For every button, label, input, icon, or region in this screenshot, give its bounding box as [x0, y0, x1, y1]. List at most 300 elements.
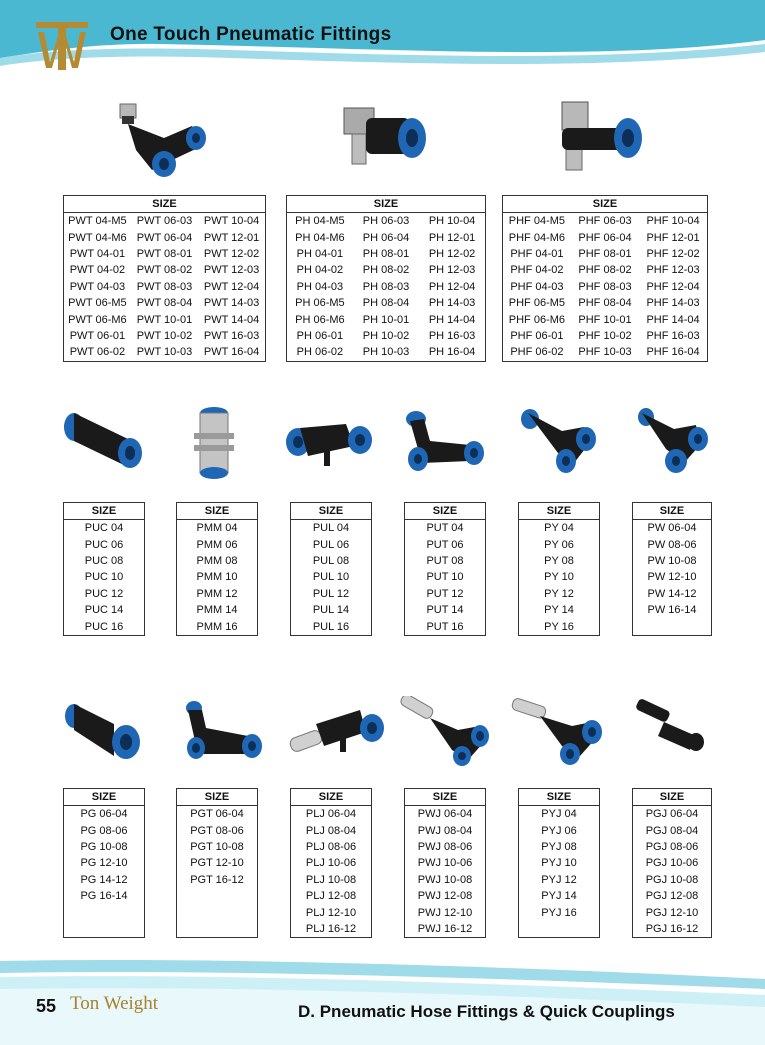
table-row	[64, 229, 266, 245]
table-body	[291, 806, 372, 938]
table-row	[287, 311, 486, 327]
table-row	[177, 520, 258, 537]
table-cell: PGJ 12-08	[645, 890, 699, 903]
table-row	[519, 822, 600, 838]
table-row	[291, 553, 372, 569]
table-row	[177, 569, 258, 585]
table-cell: PWT 10-03	[136, 346, 193, 359]
table-row	[64, 888, 145, 904]
size-table-pwj	[404, 788, 486, 938]
table-row	[291, 921, 372, 938]
table-cell: PHF 10-01	[578, 313, 632, 326]
table-cell: PHF 14-03	[646, 297, 700, 310]
table-cell: PY 10	[544, 571, 574, 584]
table-cell: PMM 12	[196, 587, 238, 600]
table-row	[291, 569, 372, 585]
table-row	[519, 872, 600, 888]
table-cell: PH 14-04	[428, 313, 476, 326]
size-header: SIZE	[633, 789, 712, 806]
table-row	[291, 536, 372, 552]
table-cell: PH 06-03	[362, 215, 410, 228]
table-cell: PGJ 12-10	[645, 906, 699, 919]
page-number: 55	[36, 996, 57, 1016]
table-row	[405, 536, 486, 552]
table-body	[291, 520, 372, 636]
table-row	[177, 536, 258, 552]
size-table-pmm	[176, 502, 258, 636]
table-cell: PGT 10-08	[190, 840, 244, 853]
table-row	[519, 553, 600, 569]
table-row	[503, 262, 708, 278]
table-row	[177, 904, 258, 920]
table-cell: PG 06-04	[80, 808, 128, 821]
table-cell: PH 10-02	[362, 329, 410, 342]
table-cell: PHF 12-01	[646, 231, 700, 244]
table-cell: PHF 12-03	[646, 264, 700, 277]
table-cell: PH 08-01	[362, 247, 410, 260]
table-row	[503, 328, 708, 344]
table-body	[64, 806, 145, 938]
pgj-fitting-icon	[634, 698, 708, 754]
table-cell: PHF 06-M6	[508, 313, 566, 326]
table-cell: PUT 06	[426, 538, 464, 551]
table-cell: PH 08-03	[362, 280, 410, 293]
table-row	[633, 921, 712, 938]
table-row	[64, 328, 266, 344]
phf-fitting-icon	[552, 100, 650, 176]
table-row	[64, 311, 266, 327]
table-cell: PW 06-04	[647, 522, 697, 535]
size-header: SIZE	[64, 196, 266, 213]
table-cell: PLJ 10-06	[305, 857, 357, 870]
table-cell: PHF 04-M6	[508, 231, 566, 244]
table-row	[519, 569, 600, 585]
table-body	[519, 520, 600, 636]
table-cell: PW 16-14	[647, 604, 697, 617]
table-row	[519, 520, 600, 537]
py-fitting-icon	[518, 405, 600, 475]
table-row	[64, 213, 266, 230]
table-row	[519, 904, 600, 920]
table-cell: PWT 08-04	[136, 297, 193, 310]
table-cell: PWT 06-M6	[68, 313, 127, 326]
table-cell: PHF 10-02	[578, 329, 632, 342]
pyj-fitting-icon	[510, 696, 604, 766]
table-row	[64, 618, 145, 635]
table-cell: PH 08-02	[362, 264, 410, 277]
size-header: SIZE	[405, 789, 486, 806]
table-cell: PLJ 16-12	[305, 922, 357, 935]
table-cell: PWT 12-02	[203, 247, 260, 260]
table-row	[64, 295, 266, 311]
table-cell: PY 04	[544, 522, 574, 535]
table-cell: PWT 04-M6	[68, 231, 127, 244]
pgt-fitting-icon	[180, 698, 264, 766]
table-row	[503, 311, 708, 327]
table-cell: PWJ 08-04	[417, 824, 473, 837]
table-row	[177, 888, 258, 904]
table-cell: PH 06-M6	[295, 313, 345, 326]
table-body	[633, 520, 712, 636]
table-cell: PH 04-03	[296, 280, 344, 293]
table-cell: PY 16	[544, 620, 574, 633]
table-cell: PH 12-04	[428, 280, 476, 293]
table-cell: PHF 06-04	[578, 231, 632, 244]
table-cell: PGT 12-10	[190, 857, 244, 870]
table-row	[519, 536, 600, 552]
table-cell	[177, 888, 258, 904]
table-cell: PHF 10-03	[578, 346, 632, 359]
size-header: SIZE	[291, 503, 372, 520]
table-body	[177, 520, 258, 636]
table-row	[64, 262, 266, 278]
table-cell: PGT 08-06	[190, 824, 244, 837]
table-row	[519, 839, 600, 855]
table-row	[405, 569, 486, 585]
table-cell: PHF 10-04	[646, 215, 700, 228]
table-row	[519, 806, 600, 823]
table-cell: PLJ 08-06	[305, 840, 357, 853]
table-cell: PUT 12	[426, 587, 464, 600]
table-row	[519, 888, 600, 904]
put-fitting-icon	[400, 405, 490, 475]
table-cell: PWT 10-01	[136, 313, 193, 326]
size-header: SIZE	[177, 503, 258, 520]
table-row	[503, 229, 708, 245]
table-cell: PW 12-10	[647, 571, 697, 584]
table-row	[64, 855, 145, 871]
table-cell: PG 16-14	[80, 890, 128, 903]
table-body	[503, 213, 708, 362]
table-cell: PMM 04	[196, 522, 238, 535]
table-cell: PHF 06-02	[510, 346, 564, 359]
table-cell: PH 04-M5	[295, 215, 345, 228]
table-cell: PWJ 06-04	[417, 808, 473, 821]
table-cell: PMM 16	[196, 620, 238, 633]
table-cell: PHF 04-M5	[508, 215, 566, 228]
table-row	[291, 904, 372, 920]
table-cell: PY 12	[544, 587, 574, 600]
table-cell: PH 16-03	[428, 329, 476, 342]
table-row	[519, 618, 600, 635]
table-cell: PYJ 04	[541, 808, 577, 821]
table-cell: PUL 14	[312, 604, 350, 617]
size-header: SIZE	[177, 789, 258, 806]
table-row	[64, 520, 145, 537]
table-row	[287, 295, 486, 311]
table-cell: PHF 04-01	[510, 247, 564, 260]
table-cell: PUL 06	[312, 538, 350, 551]
table-cell: PMM 14	[196, 604, 238, 617]
table-row	[633, 602, 712, 618]
table-row	[177, 553, 258, 569]
table-cell: PLJ 06-04	[305, 808, 357, 821]
table-row	[503, 295, 708, 311]
table-cell: PHF 08-03	[578, 280, 632, 293]
table-row	[405, 822, 486, 838]
size-header: SIZE	[64, 503, 145, 520]
table-row	[503, 246, 708, 262]
table-cell: PWT 04-M5	[68, 215, 127, 228]
table-cell: PWT 08-03	[136, 280, 193, 293]
table-row	[287, 262, 486, 278]
table-row	[64, 344, 266, 361]
table-row	[287, 279, 486, 295]
table-cell: PHF 06-M5	[508, 297, 566, 310]
table-cell: PWT 12-04	[203, 280, 260, 293]
table-cell: PH 16-04	[428, 346, 476, 359]
table-cell: PH 14-03	[428, 297, 476, 310]
table-cell: PUC 14	[84, 604, 124, 617]
table-row	[64, 246, 266, 262]
table-cell: PLJ 10-08	[305, 873, 357, 886]
table-cell: PW 14-12	[647, 587, 697, 600]
table-row	[291, 602, 372, 618]
table-row	[503, 279, 708, 295]
table-row	[177, 586, 258, 602]
table-row	[405, 855, 486, 871]
table-cell: PH 10-03	[362, 346, 410, 359]
table-cell: PMM 06	[196, 538, 238, 551]
table-cell: PUT 14	[426, 604, 464, 617]
table-cell: PWT 10-04	[203, 215, 260, 228]
table-row	[633, 872, 712, 888]
table-cell: PH 04-M6	[295, 231, 345, 244]
table-row	[405, 872, 486, 888]
table-cell	[633, 618, 712, 635]
table-cell: PWJ 10-08	[417, 873, 473, 886]
table-row	[64, 839, 145, 855]
table-row	[405, 520, 486, 537]
table-cell: PWT 04-03	[69, 280, 126, 293]
table-cell: PH 06-M5	[295, 297, 345, 310]
table-row	[291, 618, 372, 635]
table-cell: PUC 16	[84, 620, 124, 633]
table-row	[177, 602, 258, 618]
table-cell: PGJ 06-04	[645, 808, 699, 821]
table-cell: PWT 06-04	[136, 231, 193, 244]
table-cell: PG 08-06	[80, 824, 128, 837]
table-body	[405, 520, 486, 636]
table-row	[291, 806, 372, 823]
table-cell: PUC 10	[84, 571, 124, 584]
table-row	[503, 344, 708, 361]
table-row	[291, 888, 372, 904]
pw-fitting-icon	[632, 405, 714, 475]
table-cell: PWT 06-03	[136, 215, 193, 228]
size-table-pgt	[176, 788, 258, 938]
pwj-fitting-icon	[396, 696, 490, 766]
table-row	[64, 904, 145, 920]
table-cell: PWT 08-02	[136, 264, 193, 277]
size-table-puc	[63, 502, 145, 636]
table-cell: PWT 16-03	[203, 329, 260, 342]
table-cell: PH 06-02	[296, 346, 344, 359]
table-cell: PYJ 08	[541, 840, 577, 853]
table-body	[64, 520, 145, 636]
table-body	[633, 806, 712, 938]
table-cell: PWT 06-01	[69, 329, 126, 342]
table-row	[405, 806, 486, 823]
size-header: SIZE	[519, 789, 600, 806]
table-row	[633, 618, 712, 635]
size-table-pwt	[63, 195, 266, 362]
table-row	[291, 872, 372, 888]
ph-fitting-icon	[336, 104, 432, 176]
table-cell: PUT 08	[426, 554, 464, 567]
table-row	[64, 553, 145, 569]
table-cell: PGJ 08-04	[645, 824, 699, 837]
size-header: SIZE	[503, 196, 708, 213]
table-cell: PH 12-01	[428, 231, 476, 244]
table-row	[519, 602, 600, 618]
table-row	[633, 586, 712, 602]
table-cell: PGT 16-12	[190, 873, 244, 886]
table-cell: PY 08	[544, 554, 574, 567]
table-cell: PUC 06	[84, 538, 124, 551]
table-row	[177, 921, 258, 938]
table-cell: PH 06-04	[362, 231, 410, 244]
table-cell: PGJ 08-06	[645, 840, 699, 853]
table-cell: PY 06	[544, 538, 574, 551]
table-row	[177, 855, 258, 871]
size-header: SIZE	[405, 503, 486, 520]
table-cell: PUL 10	[312, 571, 350, 584]
table-cell: PUL 04	[312, 522, 350, 535]
table-row	[633, 520, 712, 537]
table-cell: PUT 16	[426, 620, 464, 633]
table-cell: PGJ 10-06	[645, 857, 699, 870]
size-header: SIZE	[287, 196, 486, 213]
table-row	[405, 602, 486, 618]
table-row	[64, 872, 145, 888]
table-cell: PYJ 06	[541, 824, 577, 837]
table-row	[64, 586, 145, 602]
table-cell: PWJ 16-12	[417, 922, 473, 935]
table-row	[633, 888, 712, 904]
size-table-pul	[290, 502, 372, 636]
table-row	[177, 618, 258, 635]
pul-fitting-icon	[284, 410, 378, 470]
table-cell: PH 06-01	[296, 329, 344, 342]
table-cell: PUC 12	[84, 587, 124, 600]
table-row	[64, 569, 145, 585]
size-header: SIZE	[633, 503, 712, 520]
chapter-title: D. Pneumatic Hose Fittings & Quick Couplings	[298, 1002, 675, 1021]
table-row	[177, 872, 258, 888]
size-table-pgj	[632, 788, 712, 938]
table-cell: PHF 16-03	[646, 329, 700, 342]
table-row	[64, 602, 145, 618]
table-cell: PYJ 12	[541, 873, 577, 886]
table-row	[633, 822, 712, 838]
table-cell: PMM 10	[196, 571, 238, 584]
table-cell: PHF 04-02	[510, 264, 564, 277]
table-body	[64, 213, 266, 362]
table-cell: PHF 08-02	[578, 264, 632, 277]
table-row	[405, 888, 486, 904]
table-cell: PH 10-04	[428, 215, 476, 228]
table-row	[503, 213, 708, 230]
table-row	[405, 839, 486, 855]
table-row	[64, 822, 145, 838]
table-row	[291, 855, 372, 871]
table-body	[177, 806, 258, 938]
table-cell: PWJ 10-06	[417, 857, 473, 870]
puc-fitting-icon	[60, 405, 146, 475]
table-row	[519, 855, 600, 871]
table-cell: PYJ 10	[541, 857, 577, 870]
table-cell: PWJ 12-08	[417, 890, 473, 903]
size-table-put	[404, 502, 486, 636]
table-cell: PWT 04-02	[69, 264, 126, 277]
table-cell: PWT 14-04	[203, 313, 260, 326]
table-row	[64, 921, 145, 938]
table-cell	[64, 904, 145, 920]
size-table-phf	[502, 195, 708, 362]
table-cell: PH 10-01	[362, 313, 410, 326]
table-row	[287, 246, 486, 262]
table-row	[291, 520, 372, 537]
table-cell: PHF 08-01	[578, 247, 632, 260]
table-row	[405, 553, 486, 569]
table-cell: PGT 06-04	[190, 808, 244, 821]
table-cell: PG 10-08	[80, 840, 128, 853]
size-table-pyj	[518, 788, 600, 938]
table-cell: PLJ 12-10	[305, 906, 357, 919]
table-cell: PY 14	[544, 604, 574, 617]
table-cell: PLJ 12-08	[305, 890, 357, 903]
table-cell	[177, 921, 258, 938]
table-cell: PWT 06-M5	[68, 297, 127, 310]
size-header: SIZE	[64, 789, 145, 806]
table-row	[633, 839, 712, 855]
table-cell: PHF 14-04	[646, 313, 700, 326]
table-row	[177, 806, 258, 823]
table-row	[405, 618, 486, 635]
table-cell: PWT 12-03	[203, 264, 260, 277]
table-row	[291, 586, 372, 602]
table-cell: PH 04-02	[296, 264, 344, 277]
brand-name: Ton Weight	[70, 993, 159, 1014]
table-row	[287, 213, 486, 230]
table-cell: PH 12-02	[428, 247, 476, 260]
pmm-fitting-icon	[186, 405, 242, 481]
page-title: One Touch Pneumatic Fittings	[110, 24, 392, 45]
table-cell	[177, 904, 258, 920]
table-cell: PUC 04	[84, 522, 124, 535]
table-cell: PWT 12-01	[203, 231, 260, 244]
table-row	[287, 344, 486, 361]
table-row	[633, 855, 712, 871]
pg-fitting-icon	[60, 696, 146, 766]
table-row	[633, 569, 712, 585]
table-cell: PWJ 08-06	[417, 840, 473, 853]
table-cell: PW 08-06	[647, 538, 697, 551]
table-cell: PGJ 10-08	[645, 873, 699, 886]
table-row	[291, 822, 372, 838]
table-cell: PHF 12-04	[646, 280, 700, 293]
size-header: SIZE	[519, 503, 600, 520]
table-cell: PLJ 08-04	[305, 824, 357, 837]
table-cell: PG 12-10	[80, 857, 128, 870]
table-row	[519, 921, 600, 938]
table-cell: PWT 14-03	[203, 297, 260, 310]
table-cell: PUC 08	[84, 554, 124, 567]
table-body	[519, 806, 600, 938]
table-cell: PYJ 14	[541, 890, 577, 903]
table-cell: PH 12-03	[428, 264, 476, 277]
